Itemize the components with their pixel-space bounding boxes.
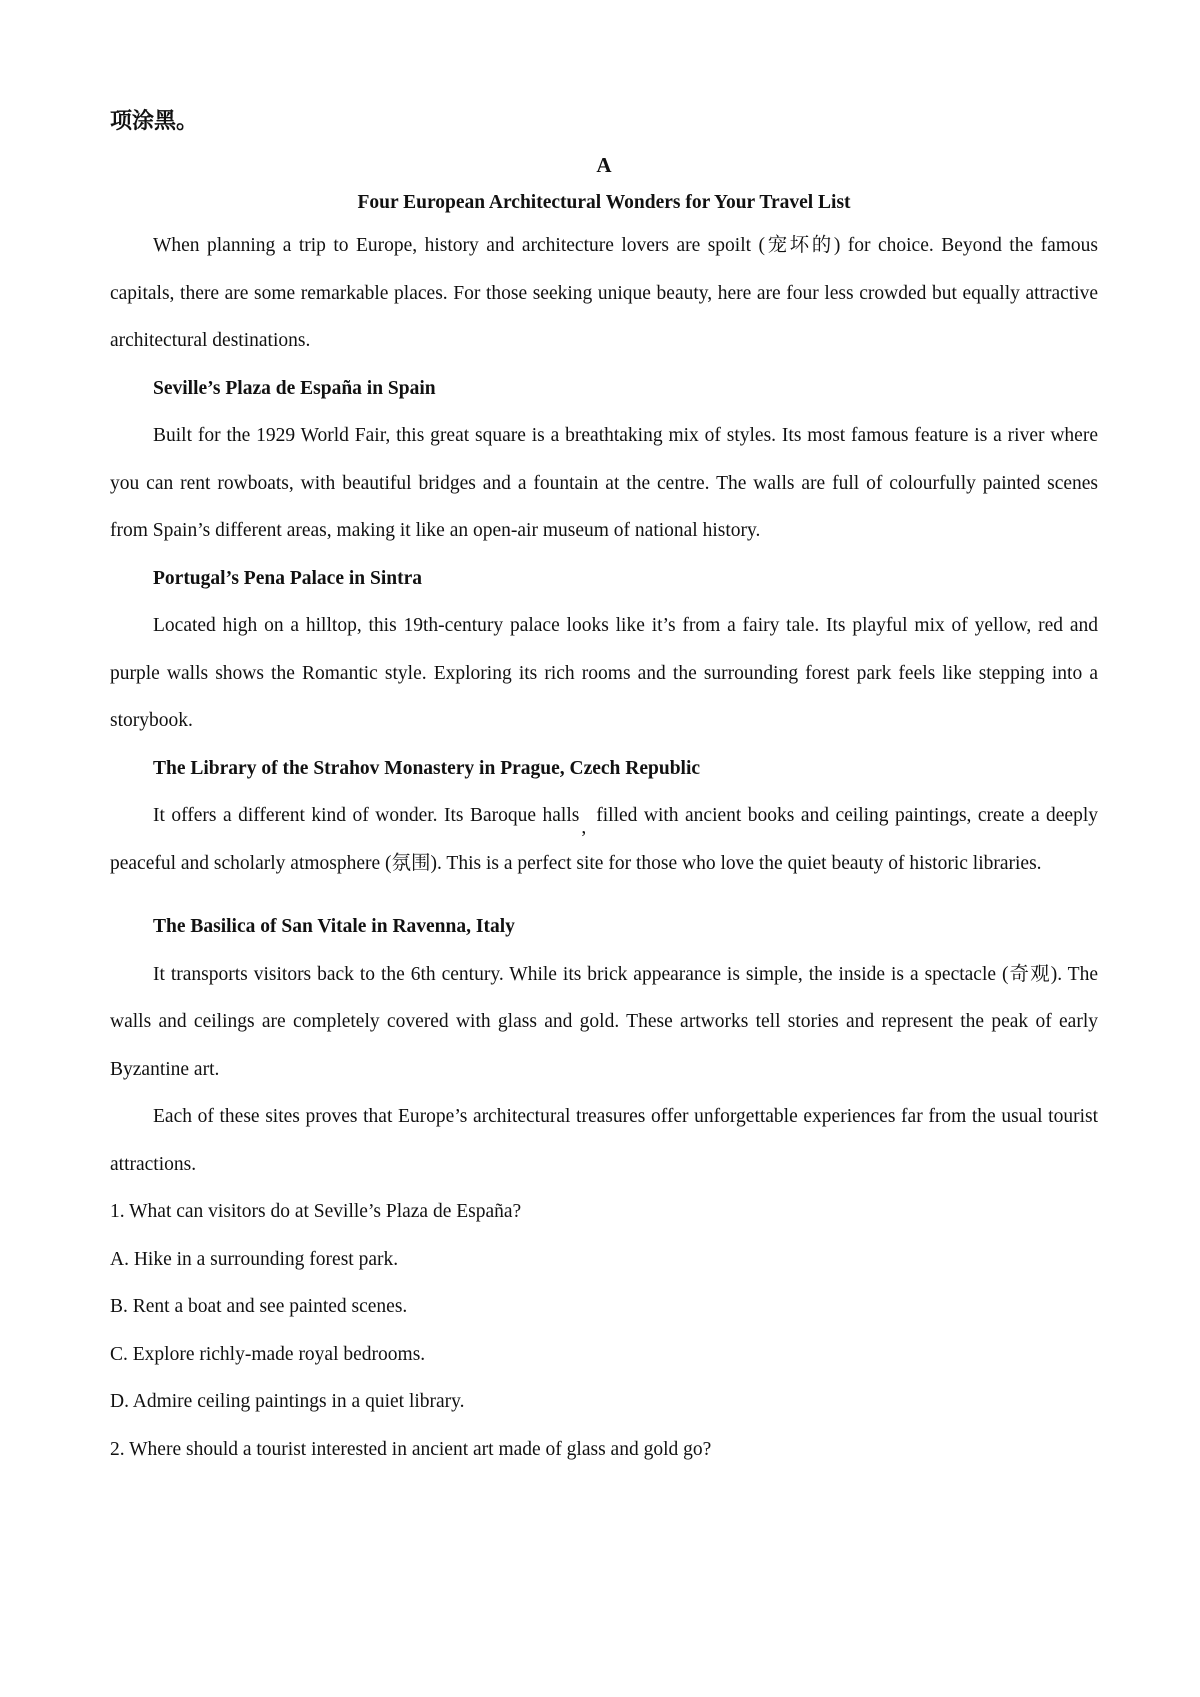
strahov-body-part1: It offers a different kind of wonder. Its Baroque halls — [153, 805, 580, 826]
section-body-seville: Built for the 1929 World Fair, this great square is a breathtaking mix of styles. Its most famous feature is a river where you can rent rowboats, with beautiful bridges and a fountain at the centre. The walls are full of colourfully painted scenes from Spain’s different areas, making it like an open-air museum of national history. — [110, 425, 1098, 541]
question-1-option-b: B. Rent a boat and see painted scenes. — [110, 1296, 408, 1317]
section-label: A — [596, 153, 612, 177]
strahov-body-part2: filled with ancient books and ceiling paintings, create a deeply peaceful and scholarly atmosphere (氛围). This is a perfect site for those who love the quiet beauty of historic libraries. — [110, 805, 1099, 874]
exam-page — [110, 104, 1098, 1473]
section-body-pena: Located high on a hilltop, this 19th-century palace looks like it’s from a fairy tale. Its playful mix of yellow, red and purple walls shows the Romantic style. Exploring its rich rooms and the surrounding forest park feels like stepping into a storybook. — [110, 615, 1098, 731]
passage-title: Four European Architectural Wonders for Your Travel List — [357, 192, 851, 213]
section-heading-san-vitale: The Basilica of San Vitale in Ravenna, Italy — [153, 916, 515, 937]
instruction-text: 项涂黑。 — [110, 109, 199, 134]
question-1-option-c: C. Explore richly-made royal bedrooms. — [110, 1343, 426, 1365]
question-1-stem: 1. What can visitors do at Seville’s Plaza de España? — [110, 1201, 522, 1222]
question-1-option-d: D. Admire ceiling paintings in a quiet library. — [110, 1391, 465, 1412]
question-2-stem: 2. Where should a tourist interested in ancient art made of glass and gold go? — [110, 1438, 712, 1460]
intro-paragraph: When planning a trip to Europe, history and architecture lovers are spoilt (宠坏的) for choice. Beyond the famous capitals, there are some remarkable places. For those seeking unique beauty, here are four less crowded but equally attractive architectural destinations. — [110, 235, 1098, 351]
section-body-strahov — [110, 792, 1098, 887]
section-heading-strahov: The Library of the Strahov Monastery in Prague, Czech Republic — [153, 757, 701, 779]
section-heading-seville: Seville’s Plaza de España in Spain — [153, 377, 436, 399]
section-heading-pena: Portugal’s Pena Palace in Sintra — [153, 567, 423, 589]
conclusion-paragraph: Each of these sites proves that Europe’s architectural treasures offer unforgettable experiences far from the usual tourist attractions. — [110, 1106, 1098, 1175]
section-body-san-vitale: It transports visitors back to the 6th century. While its brick appearance is simple, the inside is a spectacle (奇观). The walls and ceilings are completely covered with glass and gold. These artworks tell stories and represent the peak of early Byzantine art. — [110, 963, 1098, 1080]
stray-comma-mark: , — [581, 817, 587, 838]
question-1-option-a: A. Hike in a surrounding forest park. — [110, 1248, 399, 1270]
